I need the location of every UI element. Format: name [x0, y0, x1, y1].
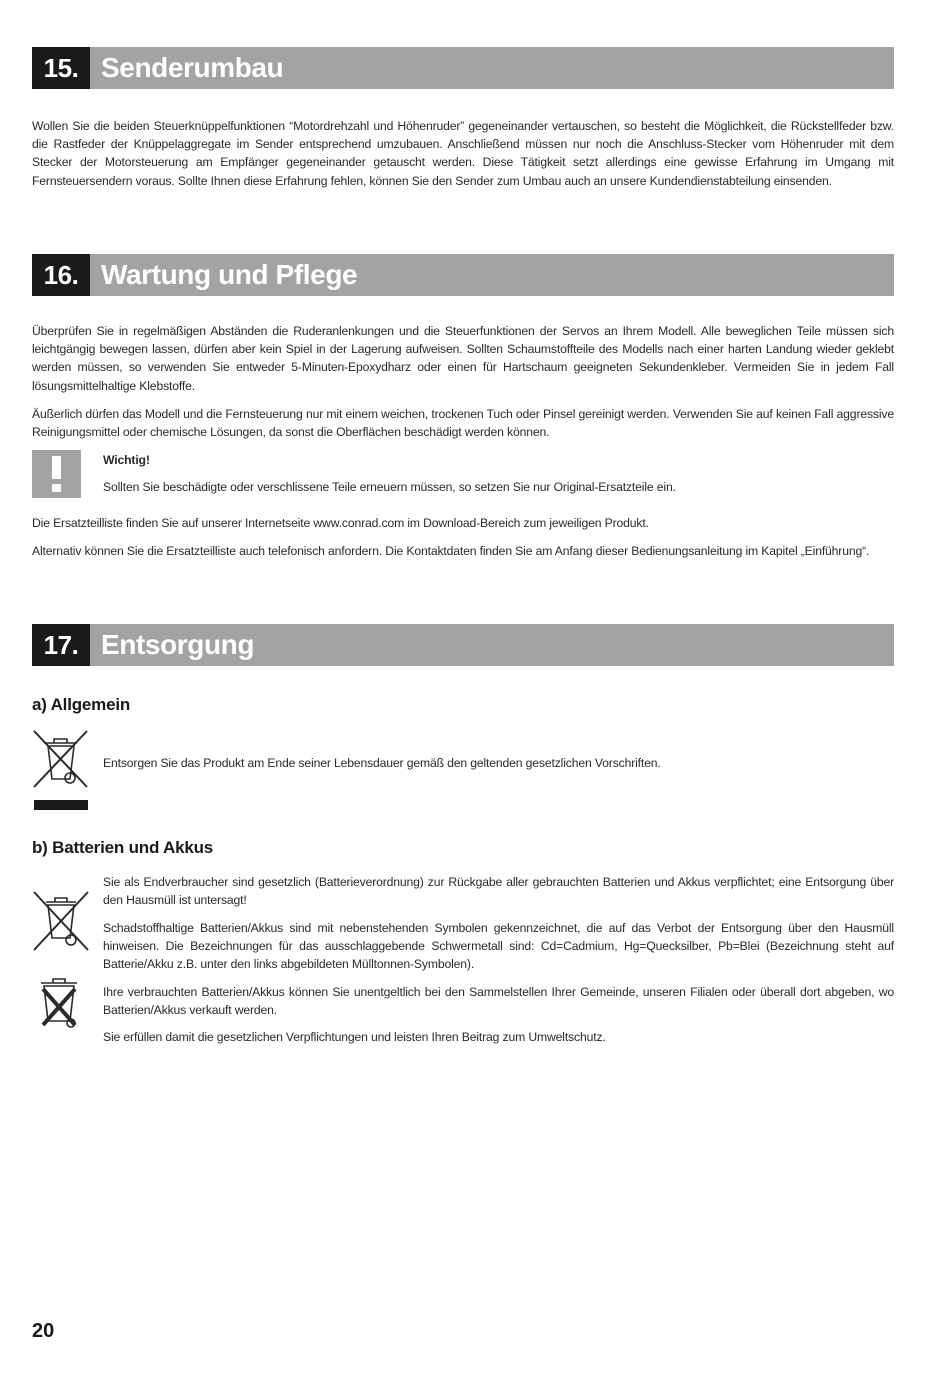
paragraph: Entsorgen Sie das Produkt am Ende seiner Lebensdauer gemäß den geltenden gesetzlichen Vorschriften.	[103, 756, 661, 770]
paragraph: Sie als Endverbraucher sind gesetzlich (Batterieverordnung) zur Rückgabe aller gebrauchten Batterien und Akkus verpflichtet; eine Entsorgung über den Hausmüll ist untersagt!	[103, 875, 894, 908]
section-title: Wartung und Pflege	[90, 254, 894, 296]
section-number: 17.	[32, 624, 90, 666]
paragraph: Die Ersatzteilliste finden Sie auf unserer Internetseite www.conrad.com im Download-Bereich zum jeweiligen Produkt.	[32, 516, 649, 530]
crossed-bin-icon	[32, 890, 90, 952]
paragraph: Schadstoffhaltige Batterien/Akkus sind mit nebenstehenden Symbolen gekennzeichnet, die auf das Verbot der Entsorgung über den Hausmüll hinweisen. Die Bezeichnungen für das ausschlaggebende Schwermetall sind: Cd=Cadmium, Hg=Quecksilber, Pb=Blei (Bezeichnung steht auf Batterie/Akku z.B. unter den links abgebildeten Mülltonnen-Symbolen).	[103, 921, 894, 972]
section-15-header	[32, 47, 894, 89]
crossed-bin-icon	[32, 729, 89, 812]
warning-title: Wichtig!	[103, 453, 150, 467]
section-16-header	[32, 254, 894, 296]
subsection-title: b) Batterien und Akkus	[32, 838, 214, 857]
section-title: Senderumbau	[90, 47, 894, 89]
section-17-header	[32, 624, 894, 666]
section-number: 15.	[32, 47, 90, 89]
paragraph: Äußerlich dürfen das Modell und die Fernsteuerung nur mit einem weichen, trockenen Tuch oder Pinsel gereinigt werden. Verwenden Sie auf keinen Fall aggressive Reinigungsmittel oder chemische Lösungen, da sonst die Oberflächen beschädigt werden können.	[32, 407, 894, 440]
paragraph: Überprüfen Sie in regelmäßigen Abständen die Ruderanlenkungen und die Steuerfunktionen der Servos an Ihrem Modell. Alle beweglichen Teile müssen sich leichtgängig bewegen lassen, dürfen aber kein Spiel in der Lagerung aufweisen. Sollten Schaumstoffteile des Modells nach einer harten Landung wieder geklebt werden müssen, so verwenden Sie entweder 5-Minuten-Epoxydharz oder einen für Hartschaum geeigneten Sekundenkleber. Vermeiden Sie in jedem Fall lösungsmittelhaltige Klebstoffe.	[32, 324, 894, 393]
paragraph: Ihre verbrauchten Batterien/Akkus können Sie unentgeltlich bei den Sammelstellen Ihrer Gemeinde, unseren Filialen oder überall dort abgeben, wo Batterien/Akkus verkauft werden.	[103, 985, 894, 1018]
section-title: Entsorgung	[90, 624, 894, 666]
section-number: 16.	[32, 254, 90, 296]
crossed-bin-icon	[37, 975, 81, 1033]
exclamation-icon	[32, 450, 81, 498]
warning-text: Sollten Sie beschädigte oder verschlissene Teile erneuern müssen, so setzen Sie nur Original-Ersatzteile ein.	[103, 480, 676, 494]
subsection-title: a) Allgemein	[32, 695, 131, 714]
paragraph: Alternativ können Sie die Ersatzteilliste auch telefonisch anfordern. Die Kontaktdaten finden Sie am Anfang dieser Bedienungsanleitung im Kapitel „Einführung“.	[32, 544, 870, 558]
page-number: 20	[32, 1320, 55, 1342]
paragraph: Wollen Sie die beiden Steuerknüppelfunktionen “Motordrehzahl und Höhenruder” gegeneinander vertauschen, so besteht die Möglichkeit, die Rückstellfeder bzw. die Rastfeder der Knüppelaggregate im Sender entsprechend umzubauen. Anschließend müssen nur noch die Anschluss-Stecker vom Höhenruder mit dem Stecker der Motorsteuerung am Empfänger gegeneinander getauscht werden. Diese Tätigkeit setzt allerdings eine gewisse Erfahrung im Umgang mit Fernsteuersendern voraus. Sollte Ihnen diese Erfahrung fehlen, können Sie den Sender zum Umbau auch an unsere Kundendienstabteilung einsenden.	[32, 119, 894, 188]
paragraph: Sie erfüllen damit die gesetzlichen Verpflichtungen und leisten Ihren Beitrag zum Umweltschutz.	[103, 1030, 606, 1044]
